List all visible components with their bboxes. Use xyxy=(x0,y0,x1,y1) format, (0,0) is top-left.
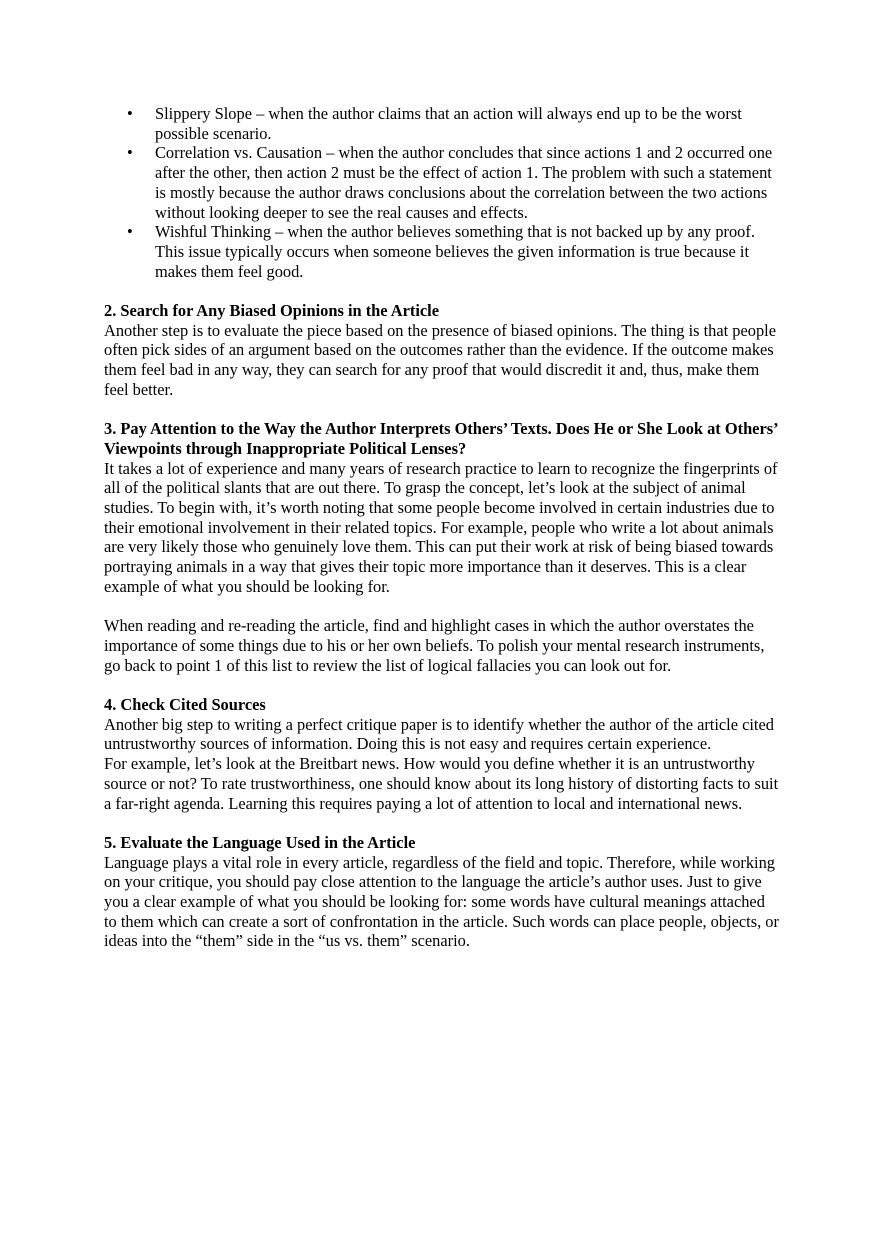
section-paragraph: Another step is to evaluate the piece based on the presence of biased opinions. The thing is that people often pick sides of an argument based on the outcomes rather than the evidence. If the outcome makes them feel bad in any way, they can search for any proof that would discredit it and, thus, make them feel better. xyxy=(104,320,776,399)
section-biased-opinions xyxy=(104,301,780,400)
bullet-dot-icon: • xyxy=(127,143,133,163)
bullet-text: Correlation vs. Causation – when the author concludes that since actions 1 and 2 occurred one after the other, then action 2 must be the effect of action 1. The problem with such a statement is mostly because the author draws conclusions about the correlation between the two actions without looking deeper to see the real causes and effects. xyxy=(155,143,773,222)
document-page xyxy=(104,104,780,951)
section-paragraph: Another big step to writing a perfect critique paper is to identify whether the author of the article cited untrustworthy sources of information. Doing this is not easy and requires certain experience. xyxy=(104,714,774,754)
section-language xyxy=(104,833,780,951)
bullet-item xyxy=(104,222,780,281)
bullet-dot-icon: • xyxy=(127,104,133,123)
paragraph-gap xyxy=(104,597,780,617)
section-interpretation xyxy=(104,419,780,675)
section-heading: 5. Evaluate the Language Used in the Article xyxy=(104,832,416,852)
section-heading: 2. Search for Any Biased Opinions in the Article xyxy=(104,301,439,321)
fallacy-bullet-list xyxy=(104,104,780,281)
section-paragraph: Language plays a vital role in every article, regardless of the field and topic. Therefore, while working on your critique, you should pay close attention to the language the article’s author uses. Just to give you a clear example of what you should be looking for: some words have cultural meanings attached to them which can create a sort of confrontation in the article. Such words can place people, objects, or ideas into the “them” side in the “us vs. them” scenario. xyxy=(104,852,779,951)
section-paragraph: When reading and re-reading the article, find and highlight cases in which the author overstates the importance of some things due to his or her own beliefs. To polish your mental research instruments, go back to point 1 of this list to review the list of logical fallacies you can look out for. xyxy=(104,616,765,675)
bullet-item xyxy=(104,104,780,143)
bullet-item xyxy=(104,143,780,222)
section-paragraph: For example, let’s look at the Breitbart news. How would you define whether it is an untrustworthy source or not? To rate trustworthiness, one should know about its long history of distorting facts to suit a far-right agenda. Learning this requires paying a lot of attention to local and international news. xyxy=(104,754,779,813)
bullet-dot-icon: • xyxy=(127,222,133,242)
section-heading: 3. Pay Attention to the Way the Author Interprets Others’ Texts. Does He or She Look at Others’ Viewpoints through Inappropriate Political Lenses? xyxy=(104,419,778,458)
section-cited-sources xyxy=(104,695,780,813)
bullet-text: Slippery Slope – when the author claims that an action will always end up to be the worst possible scenario. xyxy=(155,104,742,143)
section-heading: 4. Check Cited Sources xyxy=(104,695,266,715)
bullet-text: Wishful Thinking – when the author believes something that is not backed up by any proof. This issue typically occurs when someone believes the given information is true because it makes them feel good. xyxy=(155,222,755,281)
section-paragraph: It takes a lot of experience and many years of research practice to learn to recognize the fingerprints of all of the political slants that are out there. To grasp the concept, let’s look at the subject of animal studies. To begin with, it’s worth noting that some people become involved in certain industries due to their emotional involvement in their related topics. For example, people who write a lot about animals are very likely those who genuinely love them. This can put their work at risk of being biased towards portraying animals in a way that gives their topic more importance than it deserves. This is a clear example of what you should be looking for. xyxy=(104,458,778,596)
